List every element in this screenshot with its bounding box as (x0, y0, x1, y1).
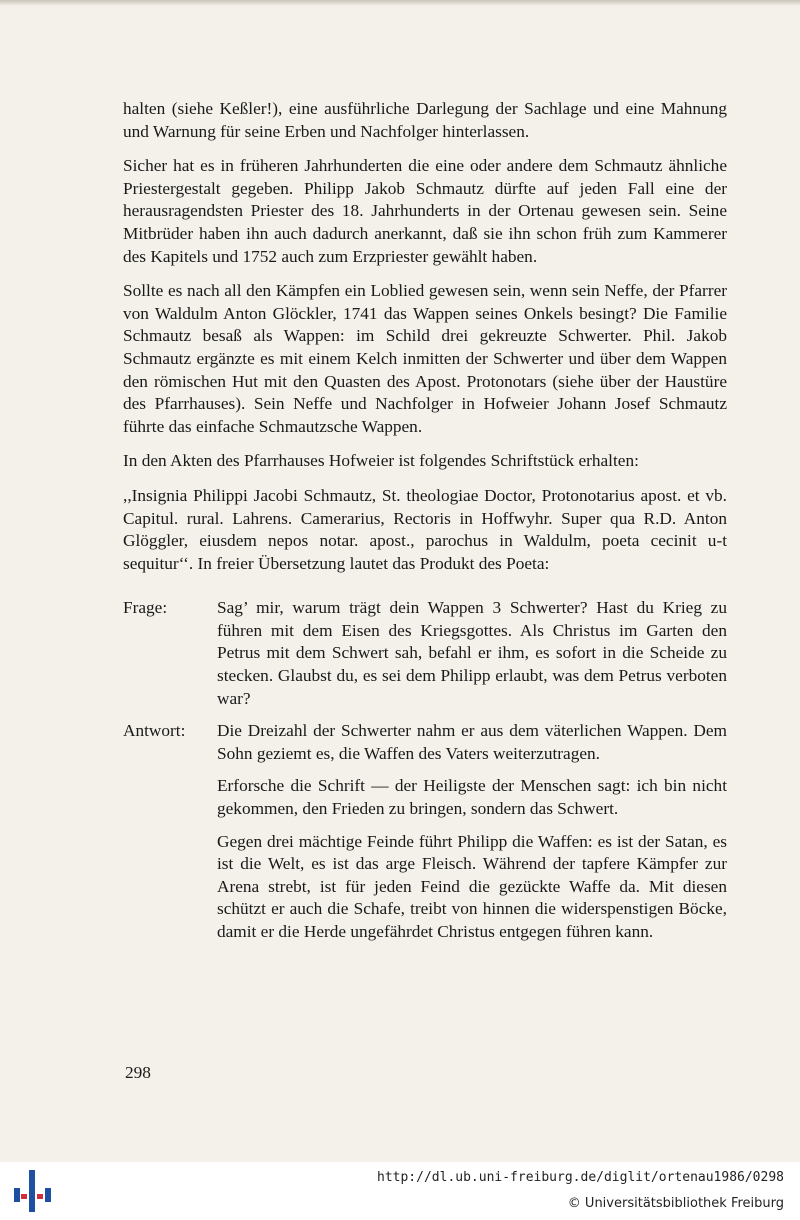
dialog-row-answer (123, 720, 727, 943)
speech-part: Die Dreizahl der Schwerter nahm er aus dem väterlichen Wappen. Dem Sohn geziemt es, die Waffen des Vaters weiterzutragen. (217, 721, 727, 763)
dialog-section (123, 597, 727, 943)
page-body (123, 98, 727, 954)
paragraph: Sicher hat es in früheren Jahrhunderten die eine oder andere dem Schmautz ähnliche Priestergestalt gegeben. Philipp Jakob Schmautz dürfte auf jeden Fall eine der herausragendsten Priester des 18. Jahrhunderts in der Ortenau gewesen sein. Seine Mitbrüder haben ihn auch dadurch anerkannt, daß sie ihn schon früh zum Kammerer des Kapitels und 1752 auch zum Erzpriester gewählt haben. (123, 156, 727, 266)
paragraph: halten (siehe Keßler!), eine ausführliche Darlegung der Sachlage und eine Mahnung und Warnung für seine Erben und Nachfolger hinterlassen. (123, 99, 727, 141)
page-edge-shadow (0, 0, 800, 6)
logo-bar-blue (45, 1188, 51, 1202)
paragraph: Sollte es nach all den Kämpfen ein Loblied gewesen sein, wenn sein Neffe, der Pfarrer von Waldulm Anton Glöckler, 1741 das Wappen seines Onkels besingt? Die Familie Schmautz besaß als Wappen: im Schild drei gekreuzte Schwerter. Phil. Jakob Schmautz ergänzte es mit einem Kelch inmitten der Schwerter und über dem Wappen den römischen Hut mit den Quasten des Apost. Protonotars (siehe über der Haustüre des Pfarrhauses). Sein Neffe und Nachfolger in Hofweier Johann Josef Schmautz führte das einfache Schmautzsche Wappen. (123, 281, 727, 436)
speech-part: Sag’ mir, warum trägt dein Wappen 3 Schwerter? Hast du Krieg zu führen mit dem Eisen des Kriegsgottes. Als Christus im Garten den Petrus mit dem Schwert sah, befahl er ihm, es sofort in die Scheide zu stecken. Glaubst du, es sei dem Philipp erlaubt, was dem Petrus verboten war? (217, 598, 727, 708)
paragraph: In den Akten des Pfarrhauses Hofweier ist folgendes Schriftstück erhalten: (123, 451, 639, 471)
speech-text (217, 597, 727, 710)
speaker-label: Antwort: (123, 721, 186, 741)
logo-bar-blue (14, 1188, 20, 1202)
speech-part: Erforsche die Schrift — der Heiligste der Menschen sagt: ich bin nicht gekommen, den Frieden zu bringen, sondern das Schwert. (217, 776, 727, 819)
dialog-row-question (123, 597, 727, 710)
source-url-link[interactable]: http://dl.ub.uni-freiburg.de/diglit/ortenau1986/0298 (377, 1170, 784, 1185)
library-logo-icon (10, 1166, 54, 1214)
speech-text (217, 720, 727, 943)
logo-bar-blue (29, 1170, 35, 1212)
page-number: 298 (125, 1063, 151, 1082)
logo-bar-red (37, 1194, 43, 1199)
speaker-label: Frage: (123, 598, 168, 618)
copyright-notice: © Universitätsbibliothek Freiburg (567, 1196, 784, 1211)
logo-bar-red (21, 1194, 27, 1199)
speech-part: Gegen drei mächtige Feinde führt Philipp die Waffen: es ist der Satan, es ist die Welt, es ist das arge Fleisch. Während der tapfere Kämpfer zur Arena strebt, ist für jeden Feind die gezückte Waffe da. Mit diesen schützt er auch die Schafe, treibt von hinnen die widerspenstigen Böcke, damit er die Herde ungefährdet Christus entgegen führen kann. (217, 831, 727, 941)
paragraph: ,,Insignia Philippi Jacobi Schmautz, St. theologiae Doctor, Protonotarius apost. et vb. Capitul. rural. Lahrens. Camerarius, Rectoris in Hoffwyhr. Super qua R.D. Anton Glöggler, eiusdem nepos notar. apost., parochus in Waldulm, poeta cecinit u-t sequitur‘‘. In freier Übersetzung lautet das Produkt des Poeta: (123, 485, 727, 573)
